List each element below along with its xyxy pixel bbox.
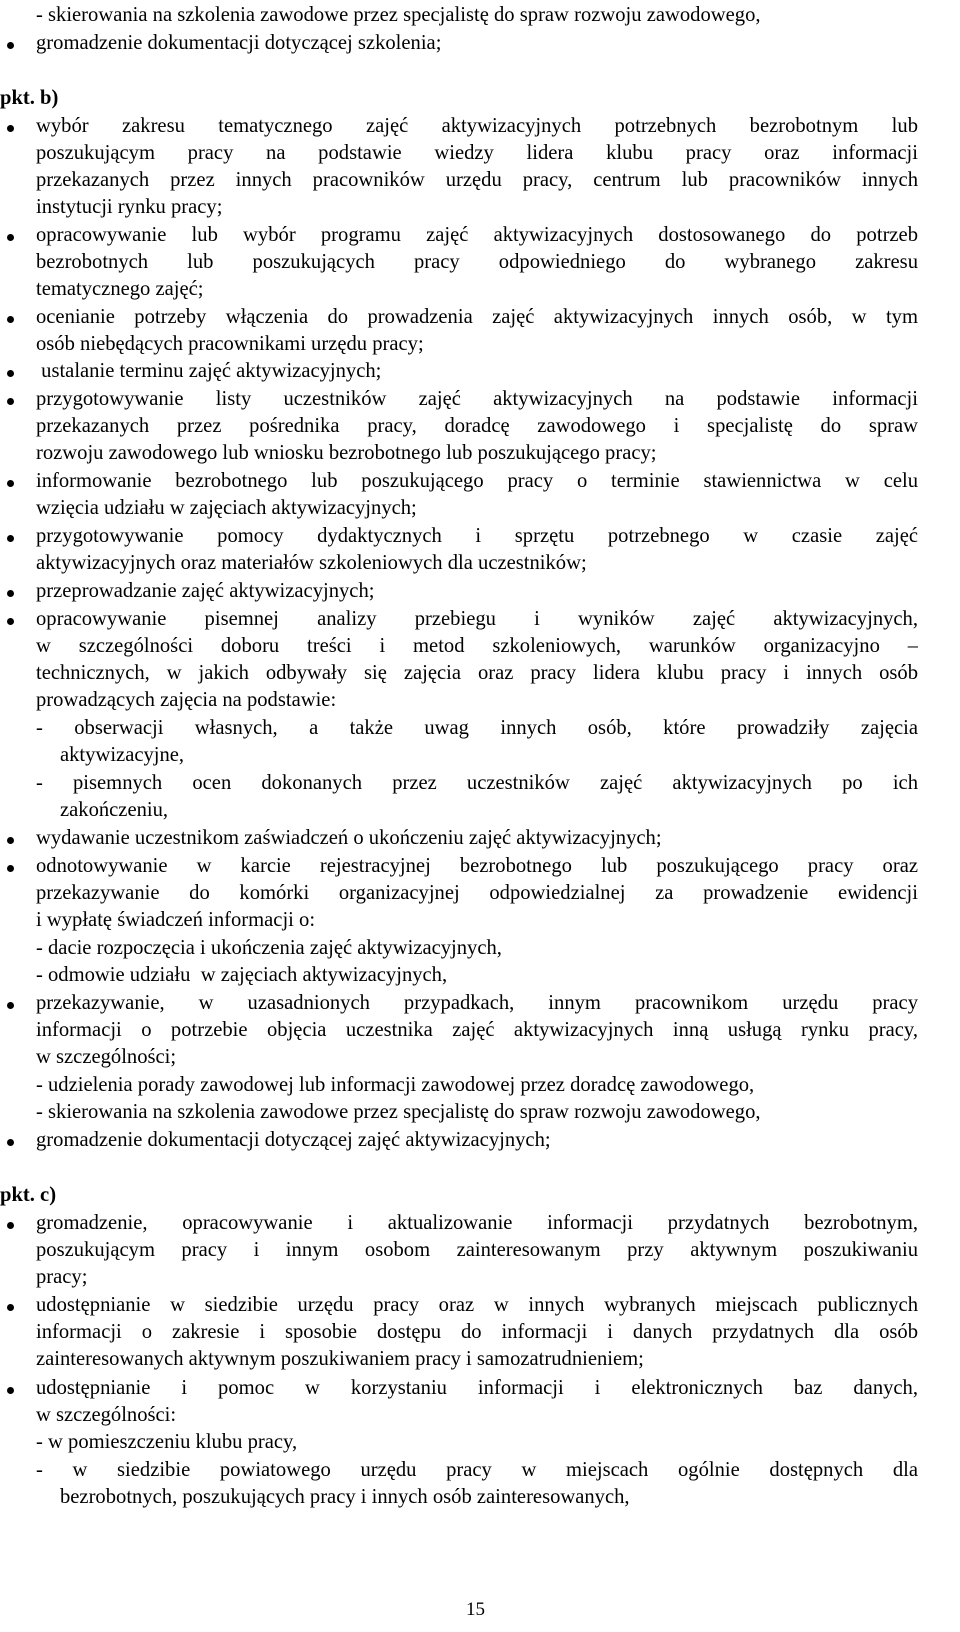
c-item-2-line-1: udostępnianie w siedzibie urzędu pracy oraz w innych wybranych miejscach publicznych [36,1294,918,1316]
bullet-icon [7,590,14,597]
b-item-12-line-2: informacji o potrzebie objęcia uczestnika zajęć aktywizacyjnych inną usługą rynku pracy, [36,1019,918,1041]
bullet-icon [7,480,14,487]
c-item-3-sub-2-cont: bezrobotnych, poszukujących pracy i innych osób zainteresowanych, [60,1486,630,1508]
b-item-9-sub-2-cont: zakończeniu, [60,799,169,821]
b-item-10-line-1: wydawanie uczestnikom zaświadczeń o ukończeniu zajęć aktywizacyjnych; [36,827,662,849]
b-item-1-line-4: instytucji rynku pracy; [36,196,223,218]
bullet-icon [7,398,14,405]
b-item-5-line-2: przekazanych przez pośrednika pracy, doradcę zawodowego i specjalistę do spraw [36,415,918,437]
bullet-icon [7,865,14,872]
b-item-1-line-2: poszukującym pracy na podstawie wiedzy lidera klubu pracy oraz informacji [36,142,918,164]
bullet-icon [7,316,14,323]
bullet-icon [7,1222,14,1229]
b-item-5-line-3: rozwoju zawodowego lub wniosku bezrobotnego lub poszukującego pracy; [36,442,657,464]
b-item-9-line-2: w szczególności doboru treści i metod szkoleniowych, warunków organizacyjno – [36,635,918,657]
c-item-2-line-3: zainteresowanych aktywnym poszukiwaniem pracy i samozatrudnieniem; [36,1348,644,1370]
top-bullet-line: gromadzenie dokumentacji dotyczącej szkolenia; [36,32,442,54]
bullet-icon [7,234,14,241]
b-item-1-line-1: wybór zakresu tematycznego zajęć aktywizacyjnych potrzebnych bezrobotnym lub [36,115,918,137]
b-item-12-sub-1: - udzielenia porady zawodowej lub informacji zawodowej przez doradcę zawodowego, [36,1074,755,1096]
bullet-icon [7,1304,14,1311]
c-item-3-sub-2: - w siedzibie powiatowego urzędu pracy w miejscach ogólnie dostępnych dla [36,1459,918,1481]
bullet-icon [7,125,14,132]
b-item-11-sub-2: - odmowie udziału w zajęciach aktywizacyjnych, [36,964,448,986]
bullet-icon [7,1139,14,1146]
b-item-6-line-1: informowanie bezrobotnego lub poszukującego pracy o terminie stawiennictwa w celu [36,470,918,492]
page-number: 15 [466,1599,485,1620]
c-item-1-line-1: gromadzenie, opracowywanie i aktualizowanie informacji przydatnych bezrobotnym, [36,1212,918,1234]
c-item-3-sub-1: - w pomieszczeniu klubu pracy, [36,1431,298,1453]
b-item-12-line-1: przekazywanie, w uzasadnionych przypadkach, innym pracownikom urzędu pracy [36,992,918,1014]
c-item-3-line-1: udostępnianie i pomoc w korzystaniu informacji i elektronicznych baz danych, [36,1377,918,1399]
b-item-3-line-1: ocenianie potrzeby włączenia do prowadzenia zajęć aktywizacyjnych innych osób, w tym [36,306,918,328]
b-item-13-line-1: gromadzenie dokumentacji dotyczącej zajęć aktywizacyjnych; [36,1129,551,1151]
b-item-3-line-2: osób niebędących pracownikami urzędu pracy; [36,333,424,355]
b-item-2-line-2: bezrobotnych lub poszukujących pracy odpowiedniego do wybranego zakresu [36,251,918,273]
b-item-12-line-3: w szczególności; [36,1046,177,1068]
b-item-8-line-1: przeprowadzanie zajęć aktywizacyjnych; [36,580,375,602]
b-item-9-sub-2: - pisemnych ocen dokonanych przez uczestników zajęć aktywizacyjnych po ich [36,772,918,794]
b-item-7-line-1: przygotowywanie pomocy dydaktycznych i sprzętu potrzebnego w czasie zajęć [36,525,918,547]
b-item-12-sub-2: - skierowania na szkolenia zawodowe przez specjalistę do spraw rozwoju zawodowego, [36,1101,761,1123]
b-item-1-line-3: przekazanych przez innych pracowników urzędu pracy, centrum lub pracowników innych [36,169,918,191]
bullet-icon [7,42,14,49]
section-heading-b: pkt. b) [0,87,59,109]
b-item-11-line-3: i wypłatę świadczeń informacji o: [36,909,316,931]
bullet-icon [7,535,14,542]
b-item-6-line-2: wzięcia udziału w zajęciach aktywizacyjnych; [36,497,417,519]
b-item-9-line-3: technicznych, w jakich odbywały się zajęcia oraz pracy lidera klubu pracy i innych osób [36,662,918,684]
b-item-5-line-1: przygotowywanie listy uczestników zajęć aktywizacyjnych na podstawie informacji [36,388,918,410]
bullet-icon [7,370,14,377]
b-item-11-line-2: przekazywanie do komórki organizacyjnej odpowiedzialnej za prowadzenie ewidencji [36,882,918,904]
b-item-9-line-4: prowadzących zajęcia na podstawie: [36,689,337,711]
b-item-2-line-1: opracowywanie lub wybór programu zajęć aktywizacyjnych dostosowanego do potrzeb [36,224,918,246]
c-item-2-line-2: informacji o zakresie i sposobie dostępu do informacji i danych przydatnych dla osób [36,1321,918,1343]
c-item-1-line-3: pracy; [36,1266,88,1288]
bullet-icon [7,1002,14,1009]
b-item-11-line-1: odnotowywanie w karcie rejestracyjnej bezrobotnego lub poszukującego pracy oraz [36,855,918,877]
b-item-2-line-3: tematycznego zajęć; [36,278,204,300]
b-item-4-line-1: ustalanie terminu zajęć aktywizacyjnych; [36,360,382,382]
b-item-9-sub-1: - obserwacji własnych, a także uwag innych osób, które prowadziły zajęcia [36,717,918,739]
section-heading-c: pkt. c) [0,1184,57,1206]
c-item-3-line-2: w szczególności: [36,1404,177,1426]
bullet-icon [7,618,14,625]
bullet-icon [7,837,14,844]
top-continuation-line: - skierowania na szkolenia zawodowe przez specjalistę do spraw rozwoju zawodowego, [36,4,761,26]
bullet-icon [7,1387,14,1394]
b-item-9-sub-1-cont: aktywizacyjne, [60,744,185,766]
b-item-7-line-2: aktywizacyjnych oraz materiałów szkoleniowych dla uczestników; [36,552,587,574]
c-item-1-line-2: poszukującym pracy i innym osobom zainteresowanym przy aktywnym poszukiwaniu [36,1239,918,1261]
b-item-11-sub-1: - dacie rozpoczęcia i ukończenia zajęć aktywizacyjnych, [36,937,502,959]
b-item-9-line-1: opracowywanie pisemnej analizy przebiegu i wyników zajęć aktywizacyjnych, [36,608,918,630]
